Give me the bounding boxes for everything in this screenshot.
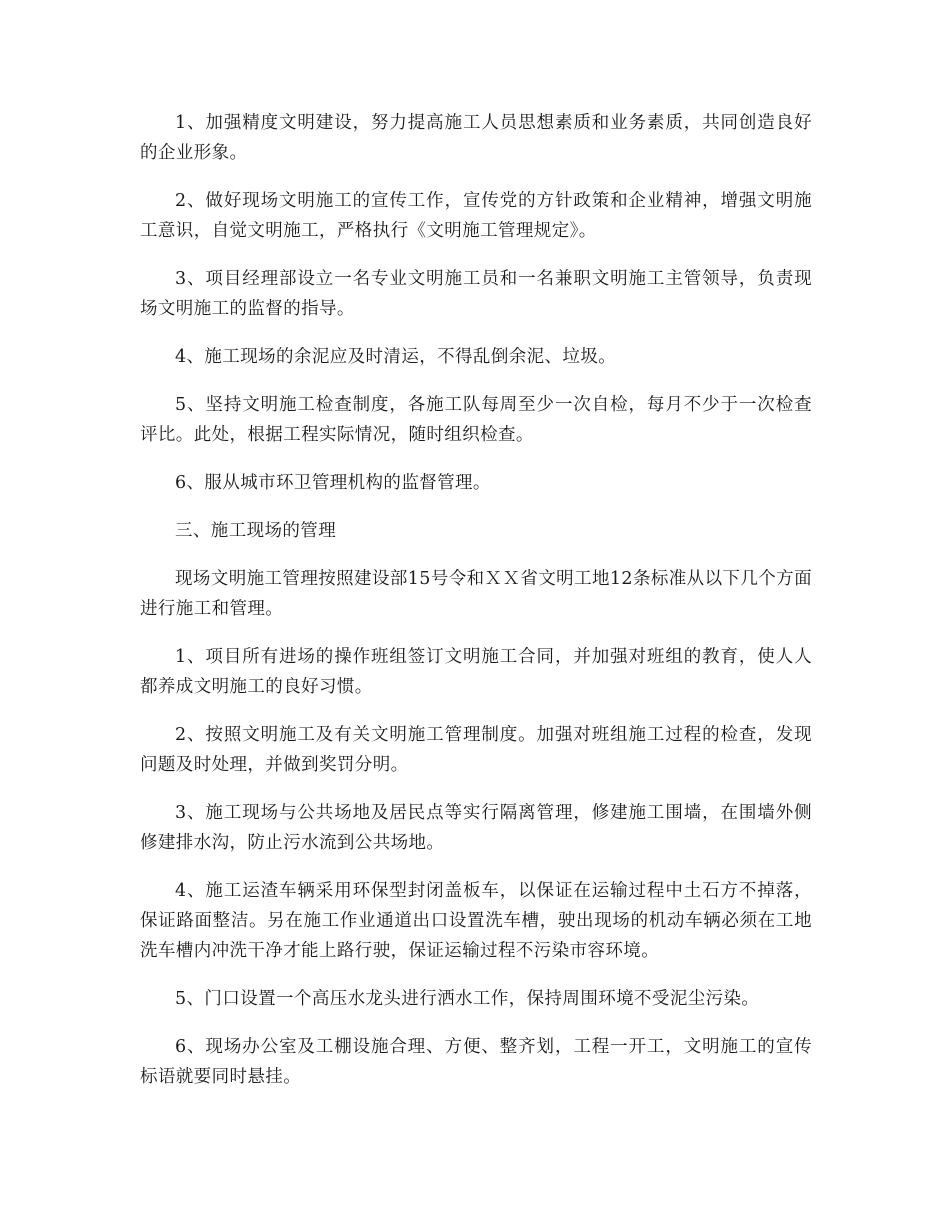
paragraph-3: 3、项目经理部设立一名专业文明施工员和一名兼职文明施工主管领导，负责现场文明施工的监督的指导。 bbox=[140, 269, 812, 319]
paragraph-site-6: 6、现场办公室及工棚设施合理、方便、整齐划，工程一开工，文明施工的宣传标语就要同时悬挂。 bbox=[140, 1037, 812, 1087]
paragraph-6: 6、服从城市环卫管理机构的监督管理。 bbox=[175, 473, 491, 493]
paragraph-1: 1、加强精度文明建设，努力提高施工人员思想素质和业务素质，共同创造良好的企业形象。 bbox=[140, 113, 812, 163]
paragraph-site-3: 3、施工现场与公共场地及居民点等实行隔离管理，修建施工围墙，在围墙外侧修建排水沟，防止污水流到公共场地。 bbox=[140, 803, 812, 853]
paragraph-2: 2、做好现场文明施工的宣传工作，宣传党的方针政策和企业精神，增强文明施工意识，自觉文明施工，严格执行《文明施工管理规定》。 bbox=[140, 191, 812, 241]
section-heading: 三、施工现场的管理 bbox=[175, 521, 337, 541]
document-body bbox=[140, 108, 812, 1110]
paragraph-4: 4、施工现场的余泥应及时清运，不得乱倒余泥、垃圾。 bbox=[175, 347, 617, 367]
paragraph-5: 5、坚持文明施工检查制度，各施工队每周至少一次自检，每月不少于一次检查评比。此处，根据工程实际情况，随时组织检查。 bbox=[140, 395, 812, 445]
section-intro: 现场文明施工管理按照建设部15号令和ＸＸ省文明工地12条标准从以下几个方面进行施工和管理。 bbox=[140, 569, 812, 619]
paragraph-site-5: 5、门口设置一个高压水龙头进行洒水工作，保持周围环境不受泥尘污染。 bbox=[175, 989, 760, 1009]
paragraph-site-2: 2、按照文明施工及有关文明施工管理制度。加强对班组施工过程的检查，发现问题及时处理，并做到奖罚分明。 bbox=[140, 725, 812, 775]
paragraph-site-4: 4、施工运渣车辆采用环保型封闭盖板车，以保证在运输过程中土石方不掉落，保证路面整洁。另在施工作业通道出口设置洗车槽，驶出现场的机动车辆必须在工地洗车槽内冲洗干净才能上路行驶，保证运输过程不污染市容环境。 bbox=[140, 881, 812, 961]
paragraph-site-1: 1、项目所有进场的操作班组签订文明施工合同，并加强对班组的教育，使人人都养成文明施工的良好习惯。 bbox=[140, 647, 812, 697]
